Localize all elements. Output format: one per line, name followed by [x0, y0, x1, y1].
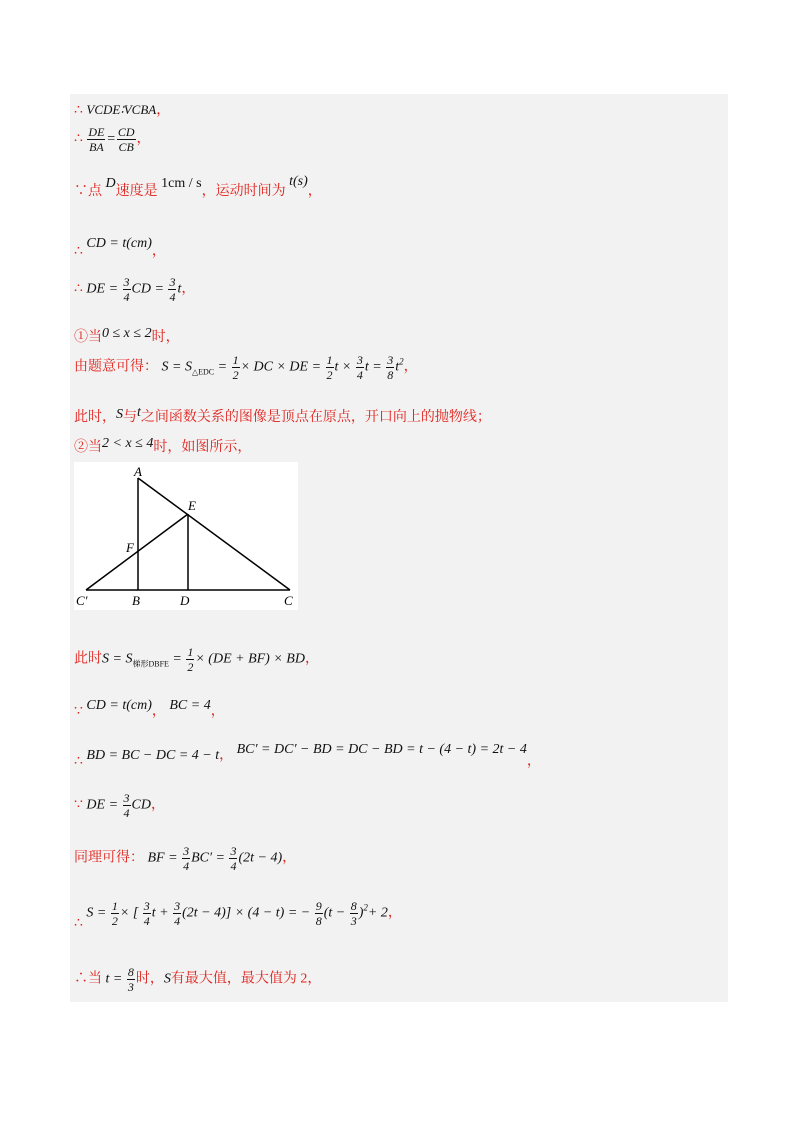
- fraction-cd-cb: [117, 126, 136, 153]
- text: t =: [364, 359, 382, 375]
- label-e: E: [188, 498, 196, 513]
- numerator: 9: [315, 899, 322, 913]
- time-var: t(s): [289, 174, 308, 189]
- label-d: D: [180, 593, 190, 608]
- fraction-3-8: [386, 354, 394, 381]
- numerator: 3: [183, 844, 190, 858]
- numerator: 8: [350, 899, 357, 913]
- fraction-de-ba: [87, 126, 105, 153]
- text: 时，如图所示，: [153, 440, 252, 455]
- text: BC′ = DC′ − BD = DC − BD = t − (4 − t) = 2t − 4: [236, 742, 527, 757]
- comma: ，: [219, 748, 234, 763]
- line-given: [74, 694, 225, 719]
- therefore-symbol: ∴: [74, 915, 83, 931]
- label-a: A: [134, 464, 142, 479]
- line-area1: [74, 354, 418, 381]
- comma: ，: [181, 281, 196, 297]
- fraction-1-2: [111, 900, 119, 927]
- line-de: [74, 276, 195, 303]
- denominator: 8: [387, 368, 394, 382]
- fraction-3-4: [123, 276, 131, 303]
- superscript: 2: [363, 902, 368, 913]
- text: S = S: [161, 359, 192, 375]
- numerator: DE: [88, 125, 105, 139]
- comma: ，: [136, 131, 151, 147]
- denominator: BA: [89, 140, 104, 154]
- range: 2 < x ≤ 4: [102, 436, 154, 451]
- numerator: 1: [326, 353, 333, 367]
- text: × DC × DE =: [240, 359, 322, 375]
- fraction-3-4: [143, 900, 151, 927]
- text: =: [217, 359, 228, 375]
- therefore-symbol: ∴: [74, 971, 88, 987]
- text: + 2: [367, 905, 388, 921]
- comma: ，: [526, 754, 541, 769]
- text: =: [172, 651, 182, 667]
- therefore-symbol: ∴: [74, 281, 83, 297]
- comma: ，: [304, 651, 319, 667]
- var-s: S: [116, 407, 123, 422]
- numerator: 3: [174, 899, 181, 913]
- comma: ，: [387, 905, 402, 921]
- fraction-3-4: [168, 276, 176, 303]
- denominator: 4: [123, 290, 130, 304]
- subscript: 梯形DBFE: [132, 659, 169, 669]
- geometry-figure: [74, 462, 298, 610]
- line-speed: [74, 174, 322, 200]
- line-parabola-note: [74, 406, 491, 426]
- var-s: S: [163, 971, 171, 987]
- because-symbol: ∵: [74, 704, 83, 719]
- text: (t −: [323, 905, 346, 921]
- text: 此时，: [74, 410, 116, 425]
- range: 0 ≤ x ≤ 2: [102, 326, 152, 341]
- numerator: 3: [143, 899, 150, 913]
- text: BC = 4: [169, 698, 211, 713]
- line-case1: [74, 326, 180, 346]
- text: ，运动时间为: [201, 184, 286, 199]
- numerator: 1: [111, 899, 118, 913]
- denominator: 2: [232, 368, 239, 382]
- text: 当: [88, 971, 102, 987]
- denominator: 2: [326, 368, 333, 382]
- text: (2t − 4)] × (4 − t) = −: [182, 905, 311, 921]
- superscript: 2: [399, 356, 404, 367]
- denominator: 3: [350, 914, 357, 928]
- point-d: D: [105, 176, 116, 191]
- denominator: 2: [111, 914, 118, 928]
- comma: ，: [403, 359, 418, 375]
- text: ①当: [74, 330, 102, 345]
- fraction-3-4: [356, 354, 364, 381]
- text: × (DE + BF) × BD: [195, 651, 305, 667]
- line-bd: [74, 742, 541, 769]
- fraction-8-3: [127, 966, 135, 993]
- denominator: 4: [169, 290, 176, 304]
- text: BC′ =: [191, 850, 225, 866]
- therefore-symbol: ∴: [74, 754, 83, 769]
- fraction-3-4: [173, 900, 181, 927]
- text: DE =: [86, 281, 119, 297]
- fraction-3-4: [123, 792, 131, 819]
- triangle-diagram: [74, 462, 298, 610]
- text: (2t − 4): [238, 850, 283, 866]
- fraction-1-2: [186, 646, 194, 673]
- text: 点: [88, 184, 102, 199]
- text: 之间函数关系的图像是顶点在原点，开口向上的抛物线；: [140, 410, 491, 425]
- var-t: t: [137, 405, 141, 420]
- text: × [: [119, 905, 139, 921]
- text: 由题意可得：: [74, 359, 158, 375]
- fraction-3-4: [182, 845, 190, 872]
- therefore-symbol: ∴: [74, 131, 83, 147]
- text: 速度是: [115, 184, 158, 199]
- label-b: B: [132, 593, 140, 608]
- numerator: 3: [387, 353, 394, 367]
- comma: ，: [151, 704, 166, 719]
- line-ratio: ∴ $\frac{DE}{BA}$ = $\frac{CD}{CB}$ ，: [74, 125, 151, 154]
- numerator: CD: [117, 125, 135, 139]
- label-c: C: [284, 593, 293, 608]
- denominator: CB: [118, 140, 134, 154]
- subscript: △EDC: [191, 367, 215, 377]
- denominator: 3: [127, 980, 134, 994]
- text: t ×: [334, 359, 352, 375]
- denominator: 4: [230, 859, 237, 873]
- fraction-8-3: [350, 900, 358, 927]
- because-symbol: ∵: [74, 797, 83, 813]
- therefore-symbol: ∴: [74, 244, 83, 259]
- line-de-cd: [74, 792, 165, 819]
- denominator: 2: [187, 660, 194, 674]
- text: BD = BC − DC = 4 − t: [86, 748, 220, 763]
- cd-equation: CD = t(cm): [86, 236, 152, 251]
- denominator: 4: [143, 914, 150, 928]
- comma: ，: [156, 103, 171, 118]
- text: DE =: [86, 797, 119, 813]
- line-area2: [74, 646, 319, 673]
- numerator: 3: [169, 275, 176, 289]
- label-c-prime: C′: [76, 593, 88, 608]
- line-cd: [74, 232, 166, 259]
- text: 同理可得：: [74, 850, 144, 866]
- comma: ，: [150, 797, 165, 813]
- comma: ，: [307, 184, 322, 199]
- denominator: 4: [174, 914, 181, 928]
- denominator: 4: [123, 806, 130, 820]
- fraction-1-2: [326, 354, 334, 381]
- text: t: [395, 359, 400, 375]
- text: CD: [131, 797, 151, 813]
- comma: ，: [151, 244, 166, 259]
- text: ②当: [74, 440, 102, 455]
- line-bf: [74, 845, 296, 872]
- text: BF =: [147, 850, 178, 866]
- text: t: [177, 281, 182, 297]
- text: S = S: [102, 651, 133, 667]
- therefore-symbol: ∴: [74, 103, 83, 118]
- label-f: F: [126, 540, 134, 555]
- numerator: 3: [123, 791, 130, 805]
- comma: ，: [210, 704, 225, 719]
- line-area-expansion: [74, 899, 402, 931]
- text: CD = t(cm): [86, 698, 152, 713]
- text: 有最大值，最大值为 2，: [170, 971, 322, 987]
- line-similar-triangles: [74, 99, 170, 119]
- fraction-9-8: [315, 900, 323, 927]
- text: 此时: [74, 651, 102, 667]
- text: 时，: [135, 971, 164, 987]
- text: CD =: [131, 281, 164, 297]
- text: t +: [151, 905, 169, 921]
- text: 时，: [151, 330, 180, 345]
- fraction-3-4: [229, 845, 237, 872]
- text: S =: [86, 905, 107, 921]
- denominator: 8: [315, 914, 322, 928]
- text: 与: [123, 410, 137, 425]
- text: ): [358, 905, 364, 921]
- numerator: 3: [356, 353, 363, 367]
- line-case2: [74, 436, 251, 456]
- numerator: 1: [187, 645, 194, 659]
- numerator: 1: [232, 353, 239, 367]
- numerator: 3: [230, 844, 237, 858]
- fraction-1-2: [232, 354, 240, 381]
- numerator: 3: [123, 275, 130, 289]
- text: t =: [105, 971, 123, 987]
- segment-c1e: [86, 514, 188, 590]
- line-max-value: [74, 966, 321, 993]
- denominator: 4: [183, 859, 190, 873]
- comma: ，: [282, 850, 297, 866]
- similarity-statement: VCDE∶VCBA: [86, 102, 157, 117]
- numerator: 8: [127, 965, 134, 979]
- speed-value: 1cm / s: [161, 176, 202, 191]
- because-symbol: ∵: [74, 184, 88, 199]
- denominator: 4: [356, 368, 363, 382]
